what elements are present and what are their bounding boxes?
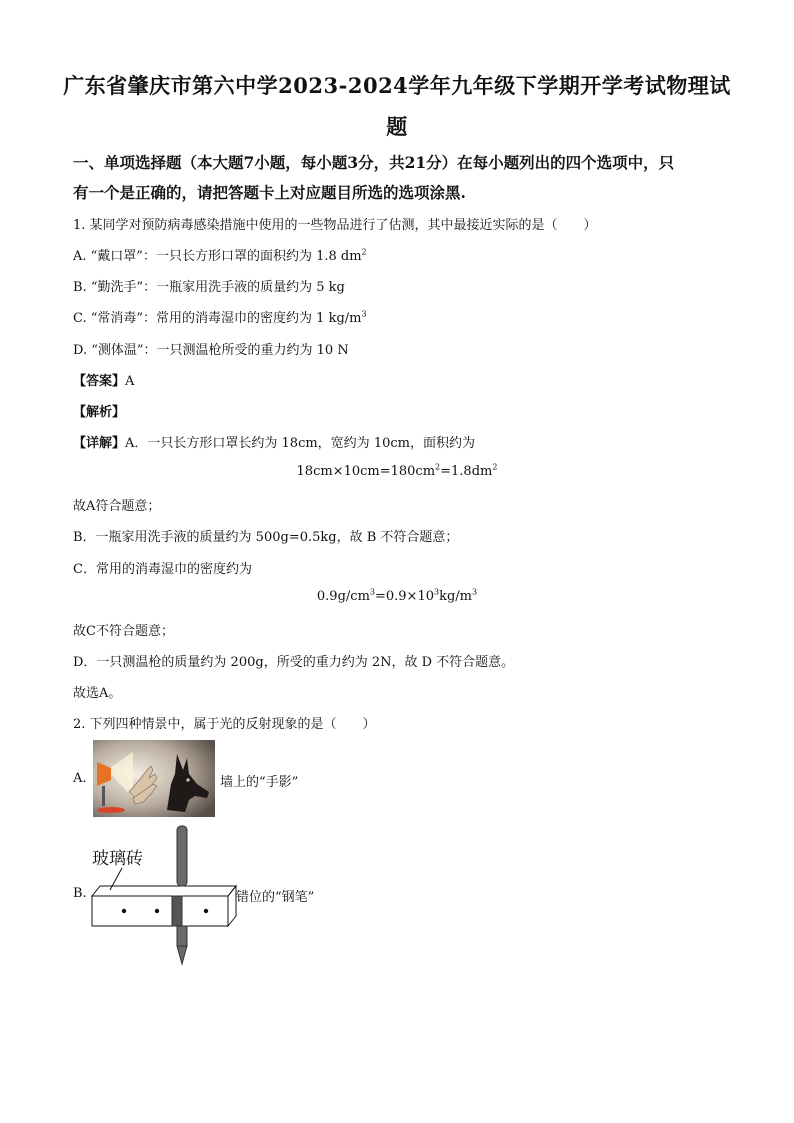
q2-stem: 2. 下列四种情景中，属于光的反射现象的是（ ） (73, 717, 376, 732)
section-heading-line2: 有一个是正确的，请把答题卡上对应题目所选的选项涂黑. (73, 183, 466, 202)
q1-conclusion-a: 故A符合题意； (73, 499, 161, 514)
dot-marker (204, 909, 208, 913)
q1-stem: 1. 某同学对预防病毒感染措施中使用的一些物品进行了估测，其中最接近实际的是（ ） (73, 218, 597, 233)
q1-option-d: D. “测体温”：一只测温枪所受的重力约为 10 N (73, 343, 349, 358)
doc-title-line2: 题 (386, 114, 408, 139)
q1-option-b: B. “勤洗手”：一瓶家用洗手液的质量约为 5 kg (73, 280, 345, 295)
glass-brick-icon (92, 886, 236, 926)
q1-conclusion-c: 故C不符合题意； (73, 624, 174, 639)
pen-icon (172, 826, 187, 964)
q1-option-c: C. “常消毒”：常用的消毒湿巾的密度约为 1 $kg/m^3$ (73, 309, 367, 326)
q2-option-b-label: B. (73, 886, 87, 901)
hand-shadow-image (93, 740, 215, 817)
section-heading-line1: 一、单项选择题（本大题7小题，每小题3分，共21分）在每小题列出的四个选项中，只 (73, 153, 675, 172)
label-leader-line (110, 868, 122, 890)
doc-title-line1: 广东省肇庆市第六中学2023-2024学年九年级下学期开学考试物理试 (63, 73, 731, 98)
q1-answer: 【答案】A (73, 374, 135, 389)
q1-detail-c: C．常用的消毒湿巾的密度约为 (73, 562, 252, 577)
q1-equation-2: $0.9g/cm^3=0.9\times 10^3kg/m^3$ (316, 587, 478, 604)
q1-detail-a: 【详解】A．一只长方形口罩长约为 18cm，宽约为 10cm，面积约为 (73, 436, 475, 451)
glass-brick-pen-image (90, 824, 240, 966)
dot-marker (122, 909, 126, 913)
q2-option-a-label: A. (73, 771, 87, 786)
dot-marker (155, 909, 159, 913)
q1-detail-b: B．一瓶家用洗手液的质量约为 500g=0.5kg，故 B 不符合题意； (73, 530, 459, 545)
q1-equation-1: $18cm\times 10cm=180cm^2=1.8dm^2$ (296, 462, 498, 479)
q1-final: 故选A。 (73, 686, 122, 701)
q1-detail-d: D．一只测温枪的质量约为 200g，所受的重力约为 2N，故 D 不符合题意。 (73, 655, 515, 670)
q1-analysis-tag: 【解析】 (73, 405, 126, 420)
q2-option-b-text: 错位的“钢笔” (236, 890, 315, 905)
q1-option-a: A. “戴口罩”：一只长方形口罩的面积约为 1.8 $dm^2$ (73, 247, 367, 264)
q2-option-a-text: 墙上的“手影” (220, 775, 299, 790)
glass-brick-label: 玻璃砖 (92, 849, 143, 869)
